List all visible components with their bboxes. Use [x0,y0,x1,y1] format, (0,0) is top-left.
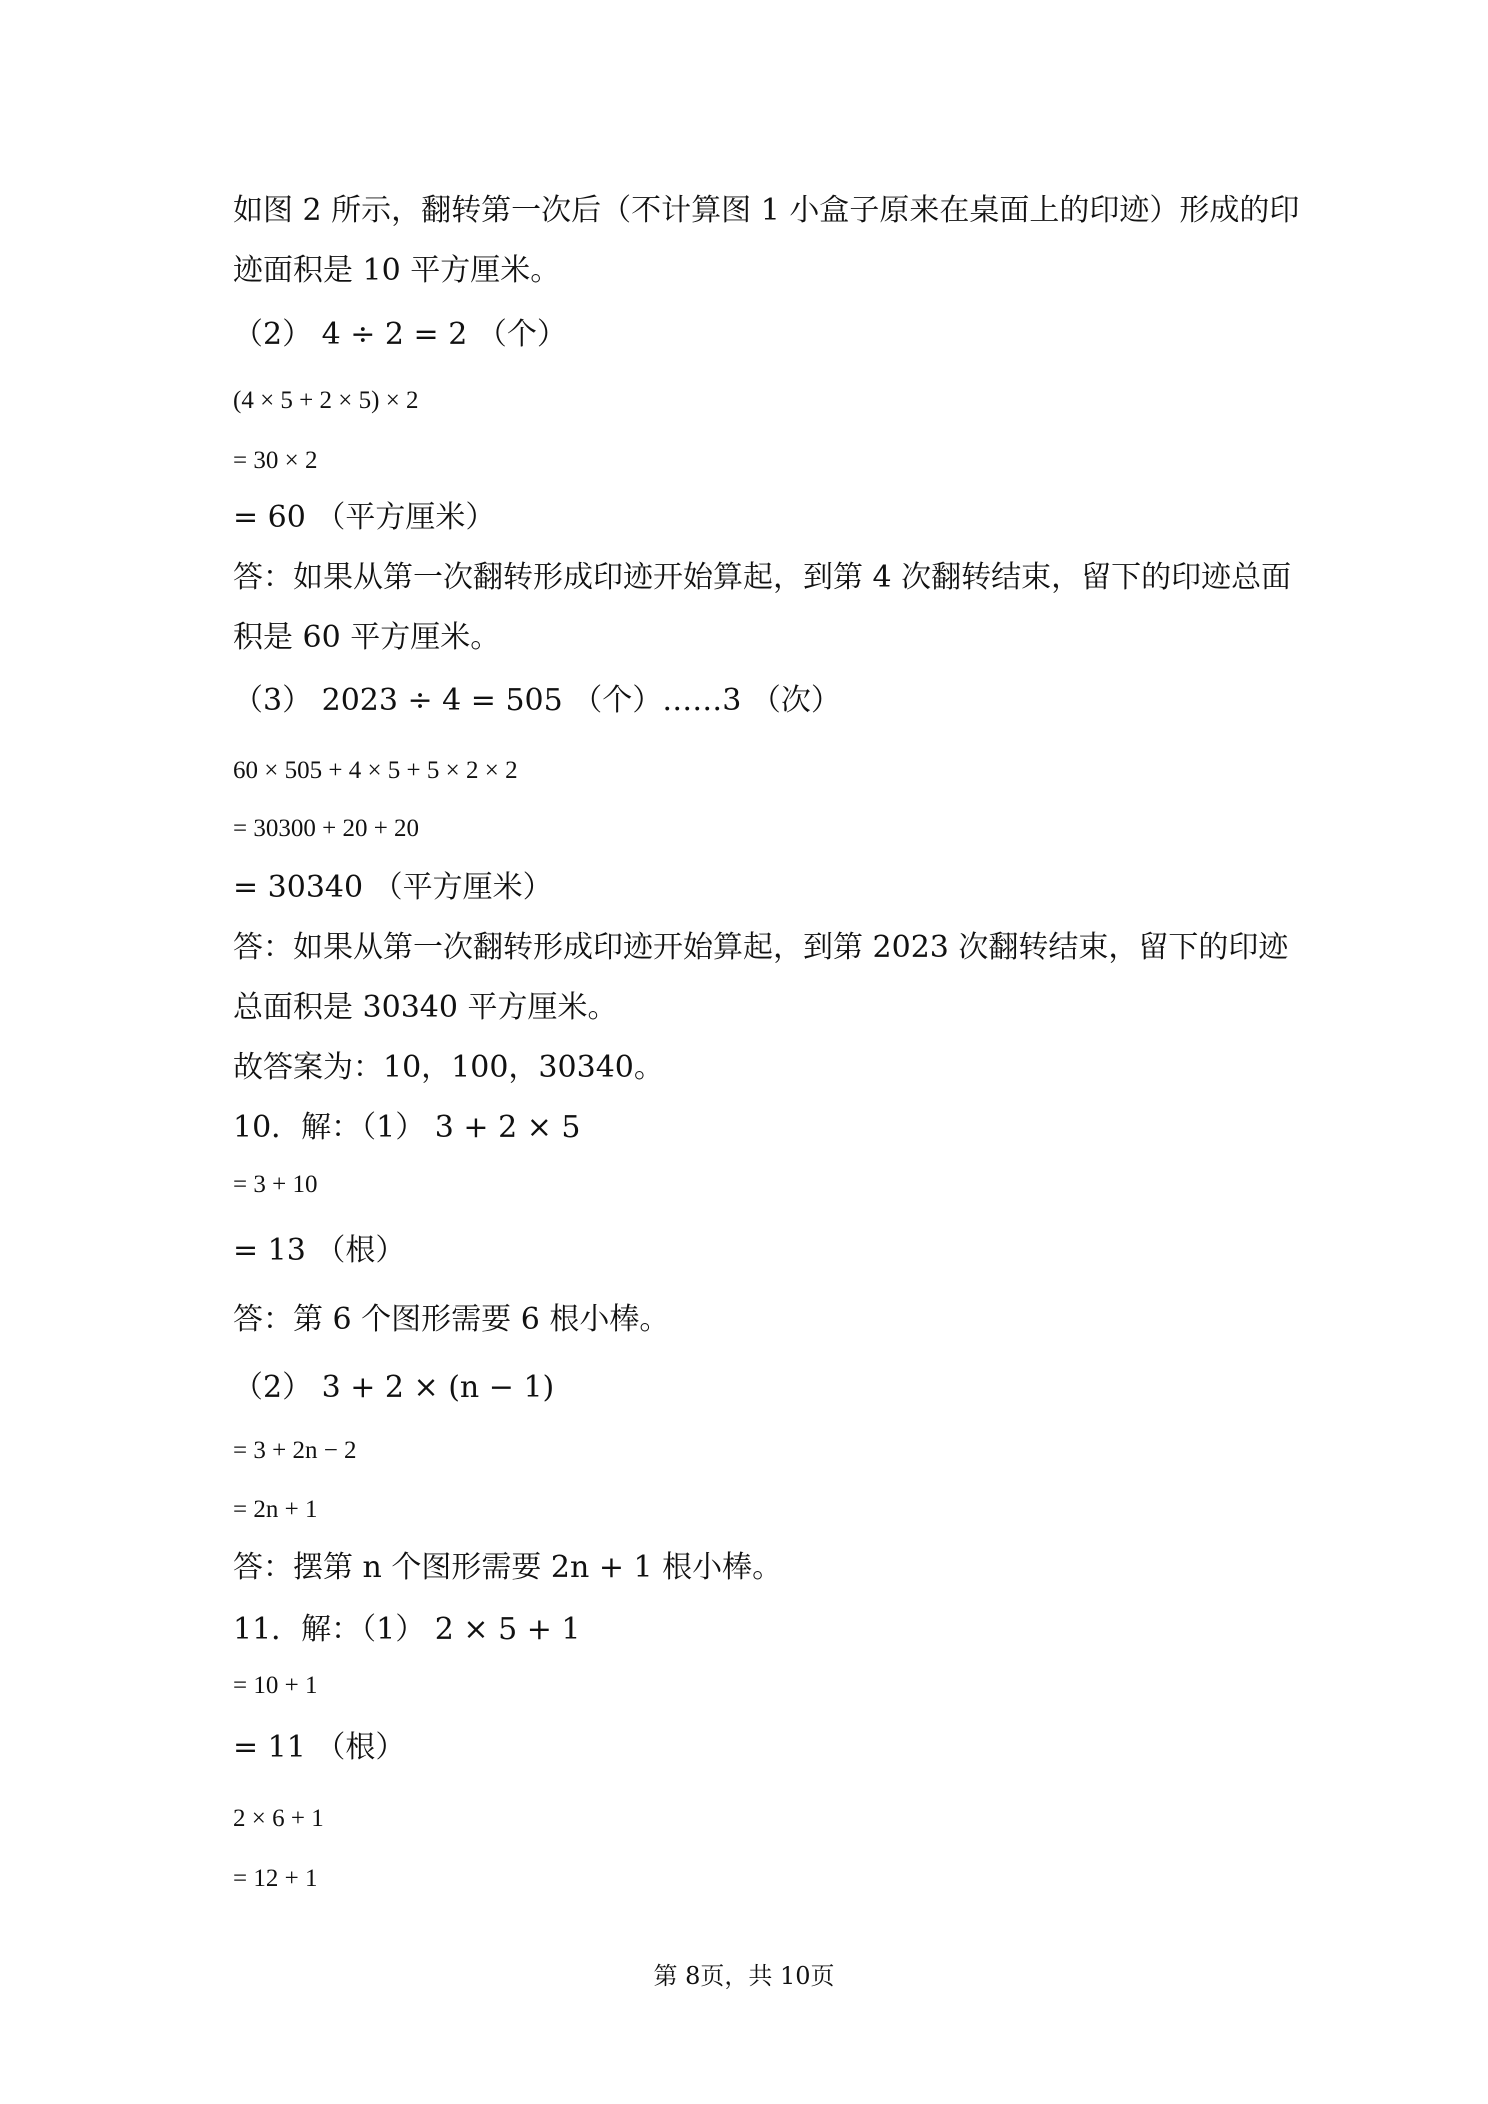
math-line-17: = 3 + 10 [233,1171,318,1198]
math-line-22: = 2n + 1 [233,1496,318,1523]
page-footer: 第 8页，共 10页 [653,1962,835,1990]
text-line-12: = 30340 （平方厘米） [233,870,553,905]
text-line-13: 答：如果从第一次翻转形成印迹开始算起，到第 2023 次翻转结束，留下的印迹 [233,930,1289,965]
text-line-9: （3） 2023 ÷ 4 = 505 （个）……3 （次） [233,683,841,718]
text-line-2: 迹面积是 10 平方厘米。 [233,253,561,288]
text-line-24: 11．解：（1） 2 × 5 + 1 [233,1612,581,1647]
text-line-1: 如图 2 所示，翻转第一次后（不计算图 1 小盒子原来在桌面上的印迹）形成的印 [233,193,1300,228]
text-line-23: 答：摆第 n 个图形需要 2n + 1 根小棒。 [233,1550,783,1585]
math-line-27: 2 × 6 + 1 [233,1805,324,1832]
text-line-15: 故答案为：10，100，30340。 [233,1050,664,1085]
text-line-26: = 11 （根） [233,1730,406,1765]
math-line-25: = 10 + 1 [233,1672,318,1699]
text-line-16: 10．解：（1） 3 + 2 × 5 [233,1110,581,1145]
math-line-4: (4 × 5 + 2 × 5) × 2 [233,387,419,414]
text-line-6: = 60 （平方厘米） [233,500,496,535]
text-line-3: （2） 4 ÷ 2 = 2 （个） [233,317,567,352]
math-line-28: = 12 + 1 [233,1865,318,1892]
text-line-18: = 13 （根） [233,1233,406,1268]
math-line-21: = 3 + 2n − 2 [233,1437,357,1464]
text-line-20: （2） 3 + 2 × (n − 1) [233,1370,555,1405]
math-line-5: = 30 × 2 [233,447,318,474]
math-line-10: 60 × 505 + 4 × 5 + 5 × 2 × 2 [233,757,518,784]
text-line-7: 答：如果从第一次翻转形成印迹开始算起，到第 4 次翻转结束，留下的印迹总面 [233,560,1292,595]
text-line-8: 积是 60 平方厘米。 [233,620,501,655]
text-line-19: 答：第 6 个图形需要 6 根小棒。 [233,1302,670,1337]
text-line-14: 总面积是 30340 平方厘米。 [233,990,618,1025]
math-line-11: = 30300 + 20 + 20 [233,815,420,842]
